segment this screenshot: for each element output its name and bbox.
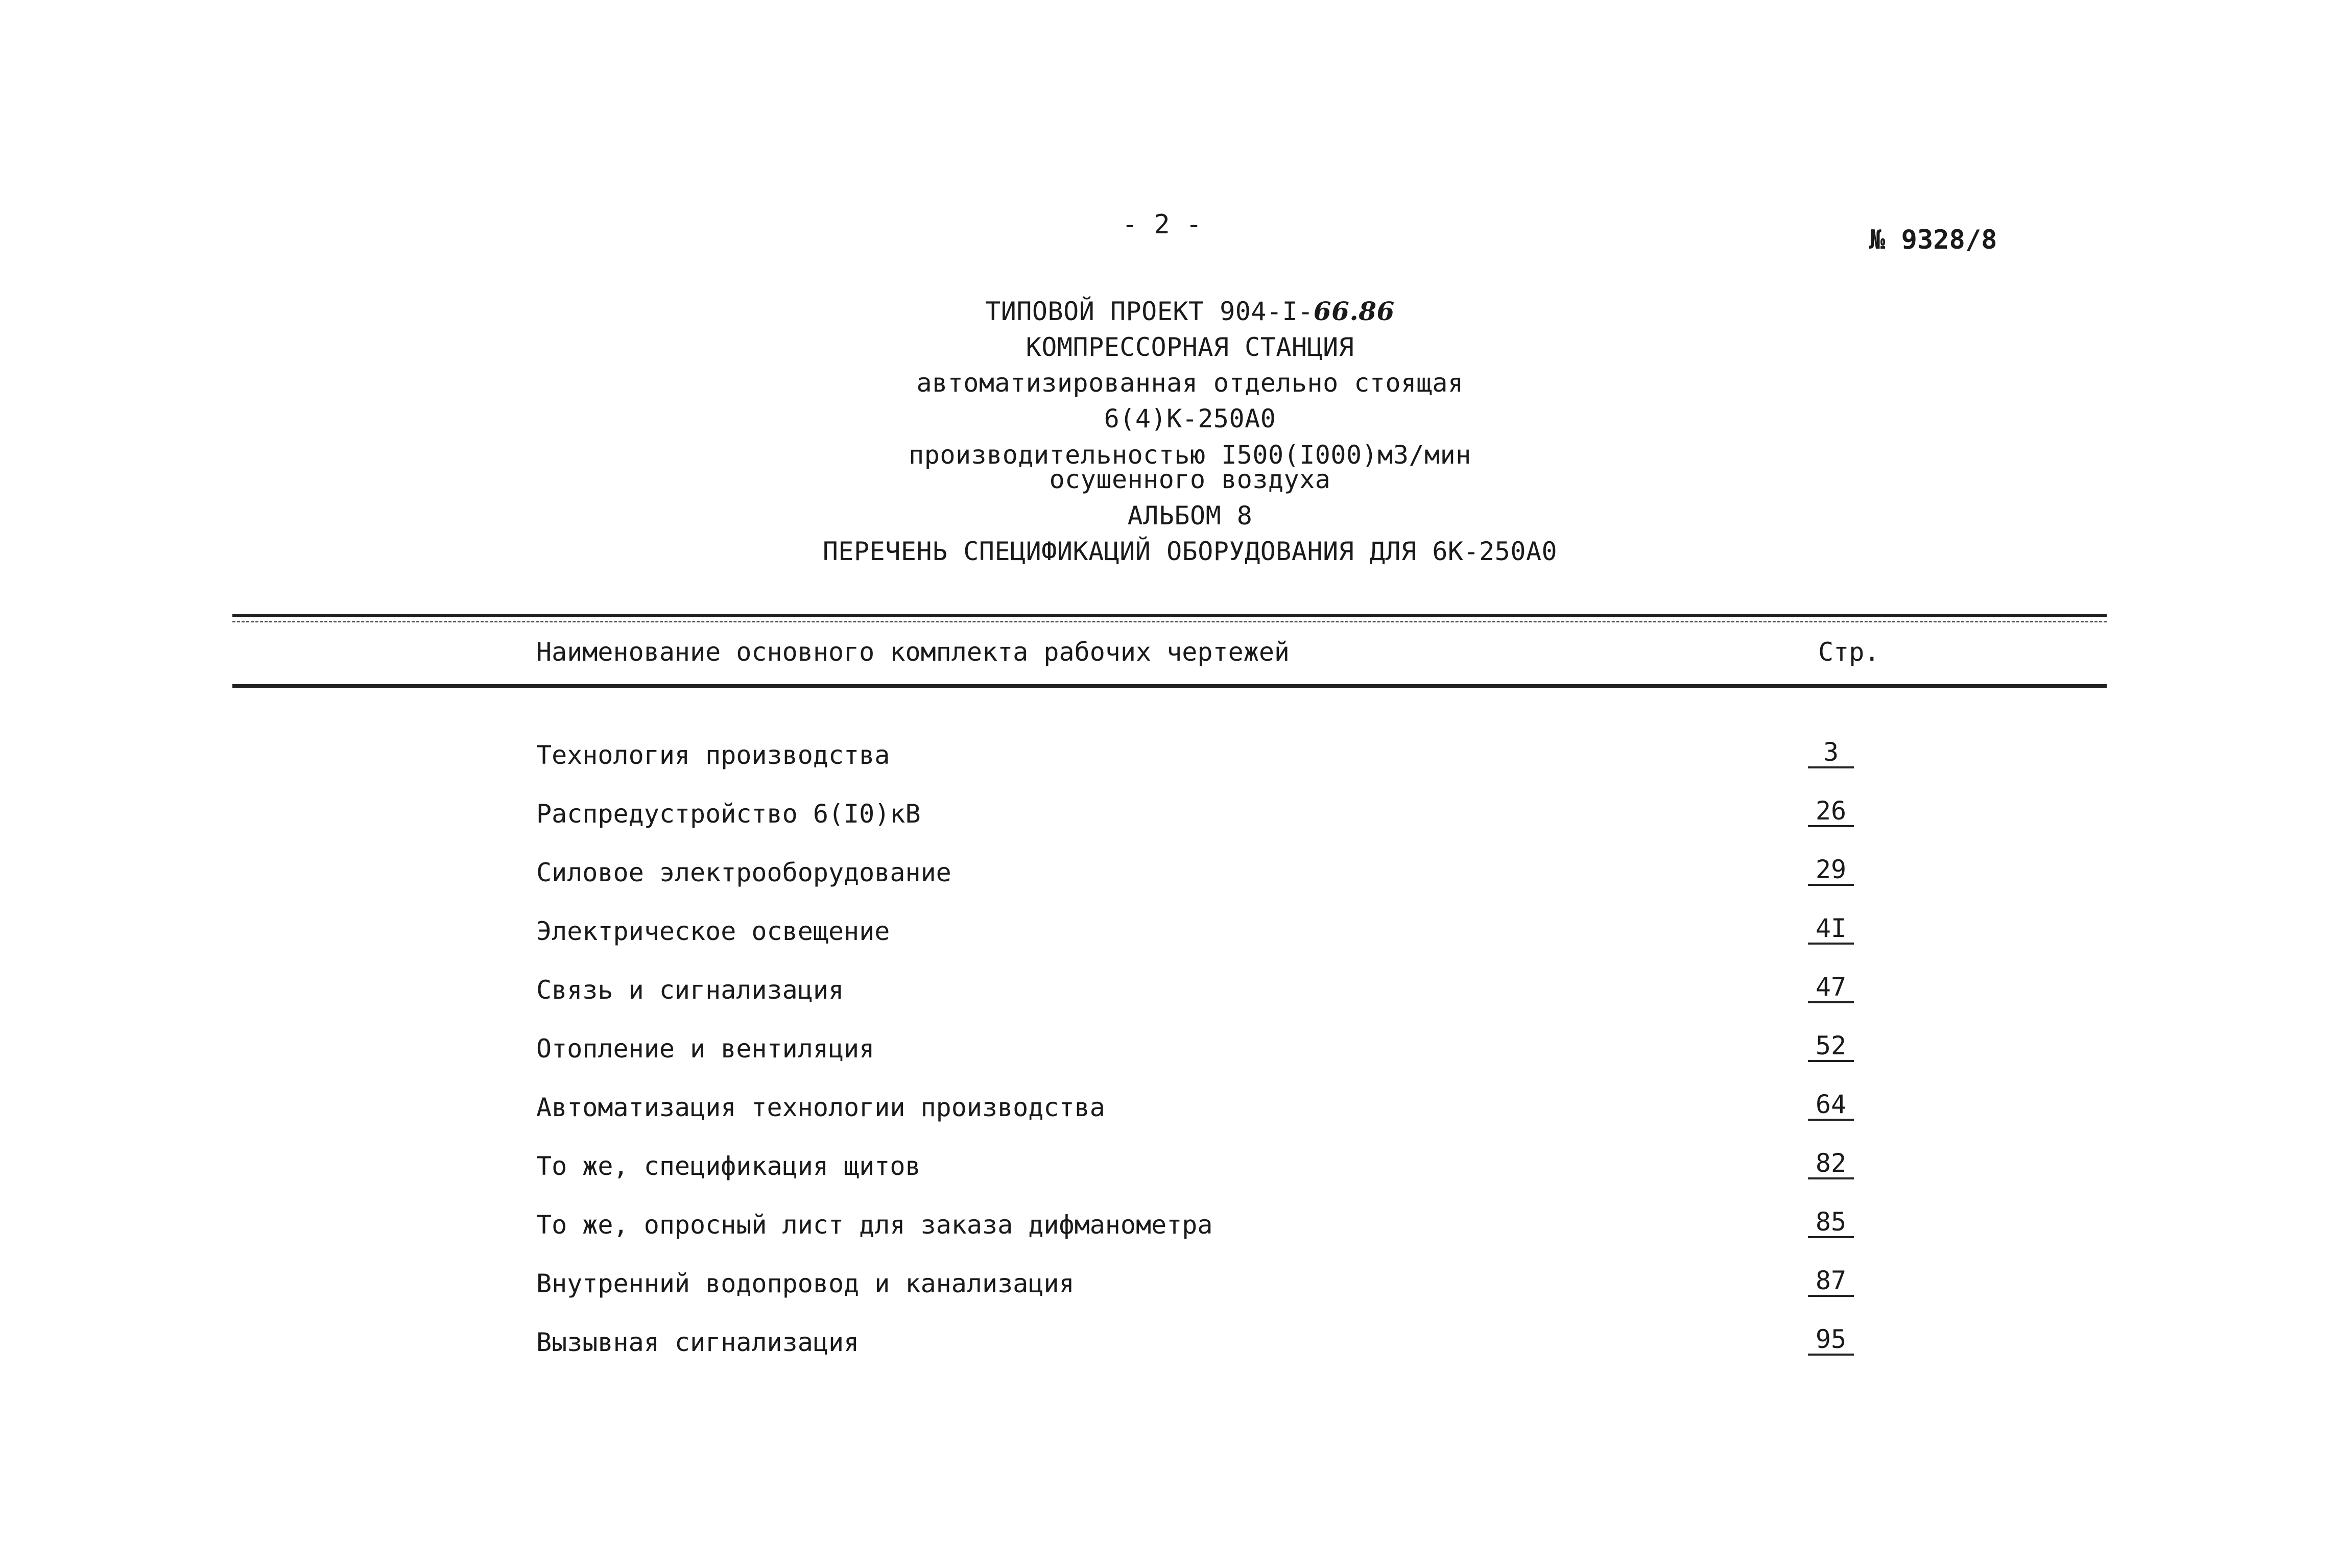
section-page: 52 xyxy=(1808,1031,1854,1062)
list-item xyxy=(536,970,1915,1029)
section-page: 82 xyxy=(1808,1149,1854,1179)
list-item xyxy=(536,1088,1915,1146)
document-number: № 9328/8 xyxy=(1869,225,1997,255)
list-item xyxy=(536,794,1915,853)
section-page: 87 xyxy=(1808,1266,1854,1297)
section-page: 4I xyxy=(1808,914,1854,945)
section-title: Отопление и вентиляция xyxy=(536,1034,875,1064)
section-page: 26 xyxy=(1808,797,1854,827)
section-page: 64 xyxy=(1808,1090,1854,1121)
section-page: 3 xyxy=(1808,738,1854,768)
section-page: 47 xyxy=(1808,973,1854,1003)
list-item xyxy=(536,735,1915,794)
section-title: Силовое электрооборудование xyxy=(536,858,951,887)
station-description: автоматизированная отдельно стоящая xyxy=(916,368,1464,398)
column-header-name: Наименование основного комплекта рабочих чертежей xyxy=(536,637,1290,667)
page-number: - 2 - xyxy=(1122,209,1202,240)
section-page: 29 xyxy=(1808,855,1854,886)
section-page: 95 xyxy=(1808,1325,1854,1356)
album-title: ПЕРЕЧЕНЬ СПЕЦИФИКАЦИЙ ОБОРУДОВАНИЯ ДЛЯ 6К-250А0 xyxy=(822,537,1558,566)
section-title: Электрическое освещение xyxy=(536,916,890,946)
station-model: 6(4)К-250А0 xyxy=(1104,404,1276,433)
section-page: 85 xyxy=(1808,1208,1854,1238)
list-item xyxy=(536,1322,1915,1368)
section-title: Вызывная сигнализация xyxy=(536,1328,860,1357)
station-name: КОМПРЕССОРНАЯ СТАНЦИЯ xyxy=(1026,332,1354,362)
section-title: То же, опросный лист для заказа дифманометра xyxy=(536,1210,1213,1240)
section-title: Автоматизация технологии производства xyxy=(536,1093,1105,1122)
list-item xyxy=(536,853,1915,911)
list-item xyxy=(536,1264,1915,1322)
section-title: То же, спецификация щитов xyxy=(536,1151,921,1181)
album-number: АЛЬБОМ 8 xyxy=(1127,501,1253,530)
contents-list xyxy=(536,735,1915,1368)
section-title: Связь и сигнализация xyxy=(536,975,844,1005)
section-title: Распредустройство 6(I0)кВ xyxy=(536,799,921,829)
top-double-rule xyxy=(232,614,2107,622)
list-item xyxy=(536,1205,1915,1264)
section-title: Технология производства xyxy=(536,740,890,770)
title-block xyxy=(715,294,1665,569)
section-title: Внутренний водопровод и канализация xyxy=(536,1269,1075,1298)
list-item xyxy=(536,911,1915,970)
handwritten-project-number: 66.86 xyxy=(1313,296,1395,326)
project-title-line xyxy=(715,294,1665,329)
header-rule xyxy=(232,684,2107,688)
list-item xyxy=(536,1029,1915,1088)
list-item xyxy=(536,1146,1915,1205)
station-capacity-medium: осушенного воздуха xyxy=(1049,465,1331,494)
station-capacity: производительностью I500(I000)м3/мин xyxy=(909,440,1471,470)
column-header-page: Стр. xyxy=(1818,637,1880,667)
project-title-prefix: ТИПОВОЙ ПРОЕКТ 904-I- xyxy=(985,297,1314,326)
